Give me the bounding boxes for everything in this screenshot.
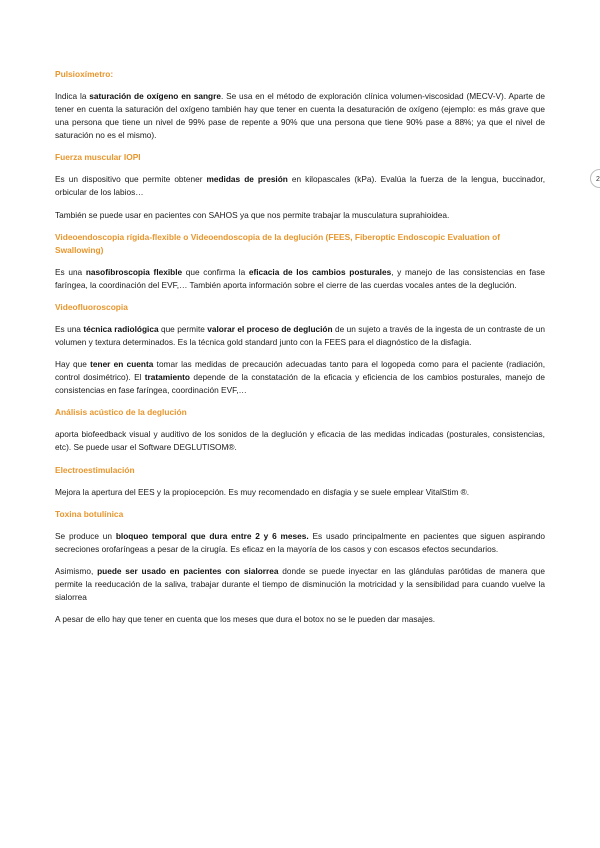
paragraph — [55, 266, 545, 292]
bold-text: valorar el proceso de deglución — [207, 323, 333, 334]
text-run: Es una — [55, 323, 84, 334]
document-section — [55, 301, 545, 397]
document-section — [55, 231, 545, 292]
text-run: Mejora la apertura del EES y la propiocepción. Es muy recomendado en disfagia y se suele emplear VitalStim ®. — [55, 486, 470, 497]
paragraph — [55, 613, 545, 626]
text-run: A pesar de ello hay que tener en cuenta que los meses que dura el botox no se le pueden dar masajes. — [55, 614, 436, 625]
document-section — [55, 68, 545, 142]
text-run: Es usado principalmente en pacientes que siguen aspirando secreciones orofaríngeas a pesar de la cirugía. Es eficaz en la mayoría de los casos y con escasos efectos secundarios. — [55, 530, 545, 554]
paragraph — [55, 486, 545, 499]
paragraph — [55, 323, 545, 349]
bold-text: saturación de oxígeno en sangre — [89, 91, 221, 101]
text-run: depende de la constatación de la eficacia y eficiencia de los cambios posturales, manejo de consistencias en fase faríngea, coordinación EVF,… — [55, 372, 545, 396]
bold-text: nasofibroscopia flexible — [85, 266, 183, 277]
text-run: tomar las medidas de precaución adecuadas tanto para el logopeda como para el paciente (radiación, control dosimétrico). El — [55, 359, 545, 383]
bold-text: técnica radiológica — [83, 323, 159, 334]
bold-text: tratamiento — [144, 372, 190, 383]
page-number-badge: 2 — [590, 169, 600, 188]
text-run: donde se puede inyectar en las glándulas parótidas de manera que permite la reeducación de la saliva, trabajar durante el tiempo de disminución la motricidad y la sensibilidad para cuando vuelve la sialorrea — [55, 565, 545, 602]
text-run: Indica la — [55, 91, 90, 101]
text-run: Es una — [55, 266, 86, 277]
section-heading: Toxina botulínica — [55, 508, 124, 519]
document-body — [55, 68, 545, 635]
bold-text: eficacia de los cambios posturales — [248, 266, 392, 277]
text-run: aporta biofeedback visual y auditivo de los sonidos de la deglución y eficacia de las medidas indicadas (posturales, consistencias, etc). Se puede usar el Software DEGLUTISOM®. — [55, 429, 545, 453]
bold-text: bloqueo temporal que dura entre 2 y 6 meses. — [115, 530, 309, 541]
text-run: que permite — [158, 323, 208, 334]
section-heading: Videofluoroscopia — [55, 301, 128, 312]
document-section — [55, 508, 545, 627]
paragraph — [55, 428, 545, 454]
section-heading: Pulsioxímetro: — [55, 69, 114, 79]
text-run: , y manejo de las consistencias en fase faríngea, la coordinación del EVF,… También aporta información sobre el cierre de las cuerdas vocales antes de la deglución. — [55, 266, 545, 290]
document-section — [55, 151, 545, 221]
text-run: de un sujeto a través de la ingesta de un contraste de un volumen y textura determinados. Es la técnica gold standard junto con la FEES para el diagnóstico de la disfagia. — [55, 323, 545, 347]
paragraph — [55, 530, 545, 556]
paragraph — [55, 173, 545, 199]
text-run: . Se usa en el método de exploración clínica volumen-viscosidad (MECV-V). Aparte de tener en cuenta la saturación del oxígeno también hay que tener en cuenta la desaturación de oxígeno (ejemplo: es más grave que una persona que tiene un nivel de 99% pase de repente a 90% que una persona que tiene 90% pase a 88%; ya que el nivel de saturación no es el mismo). — [55, 91, 545, 141]
section-heading: Electroestimulación — [55, 464, 135, 475]
paragraph — [55, 90, 545, 142]
paragraph — [55, 209, 545, 222]
text-run: Hay que — [55, 359, 91, 370]
bold-text: tener en cuenta — [90, 359, 154, 370]
text-run: Asimismo, — [55, 565, 98, 576]
section-heading: Fuerza muscular IOPI — [55, 152, 141, 163]
text-run: También se puede usar en pacientes con SAHOS ya que nos permite trabajar la musculatura suprahioidea. — [55, 209, 450, 220]
text-run: en kilopascales (kPa). Evalúa la fuerza de la lengua, buccinador, orbicular de los labios… — [55, 174, 545, 198]
paragraph — [55, 565, 545, 604]
paragraph — [55, 358, 545, 397]
text-run: que confirma la — [182, 266, 249, 277]
section-heading: Videoendoscopia rígida-flexible o Videoendoscopia de la deglución (FEES, Fiberoptic Endoscopic Evaluation of Swallowing) — [55, 231, 501, 255]
bold-text: puede ser usado en pacientes con sialorrea — [97, 565, 279, 576]
text-run: Se produce un — [55, 530, 116, 541]
section-heading: Análisis acústico de la deglución — [55, 407, 187, 418]
bold-text: medidas de presión — [206, 174, 288, 185]
text-run: Es un dispositivo que permite obtener — [55, 174, 207, 185]
document-section — [55, 464, 545, 499]
document-section — [55, 406, 545, 454]
